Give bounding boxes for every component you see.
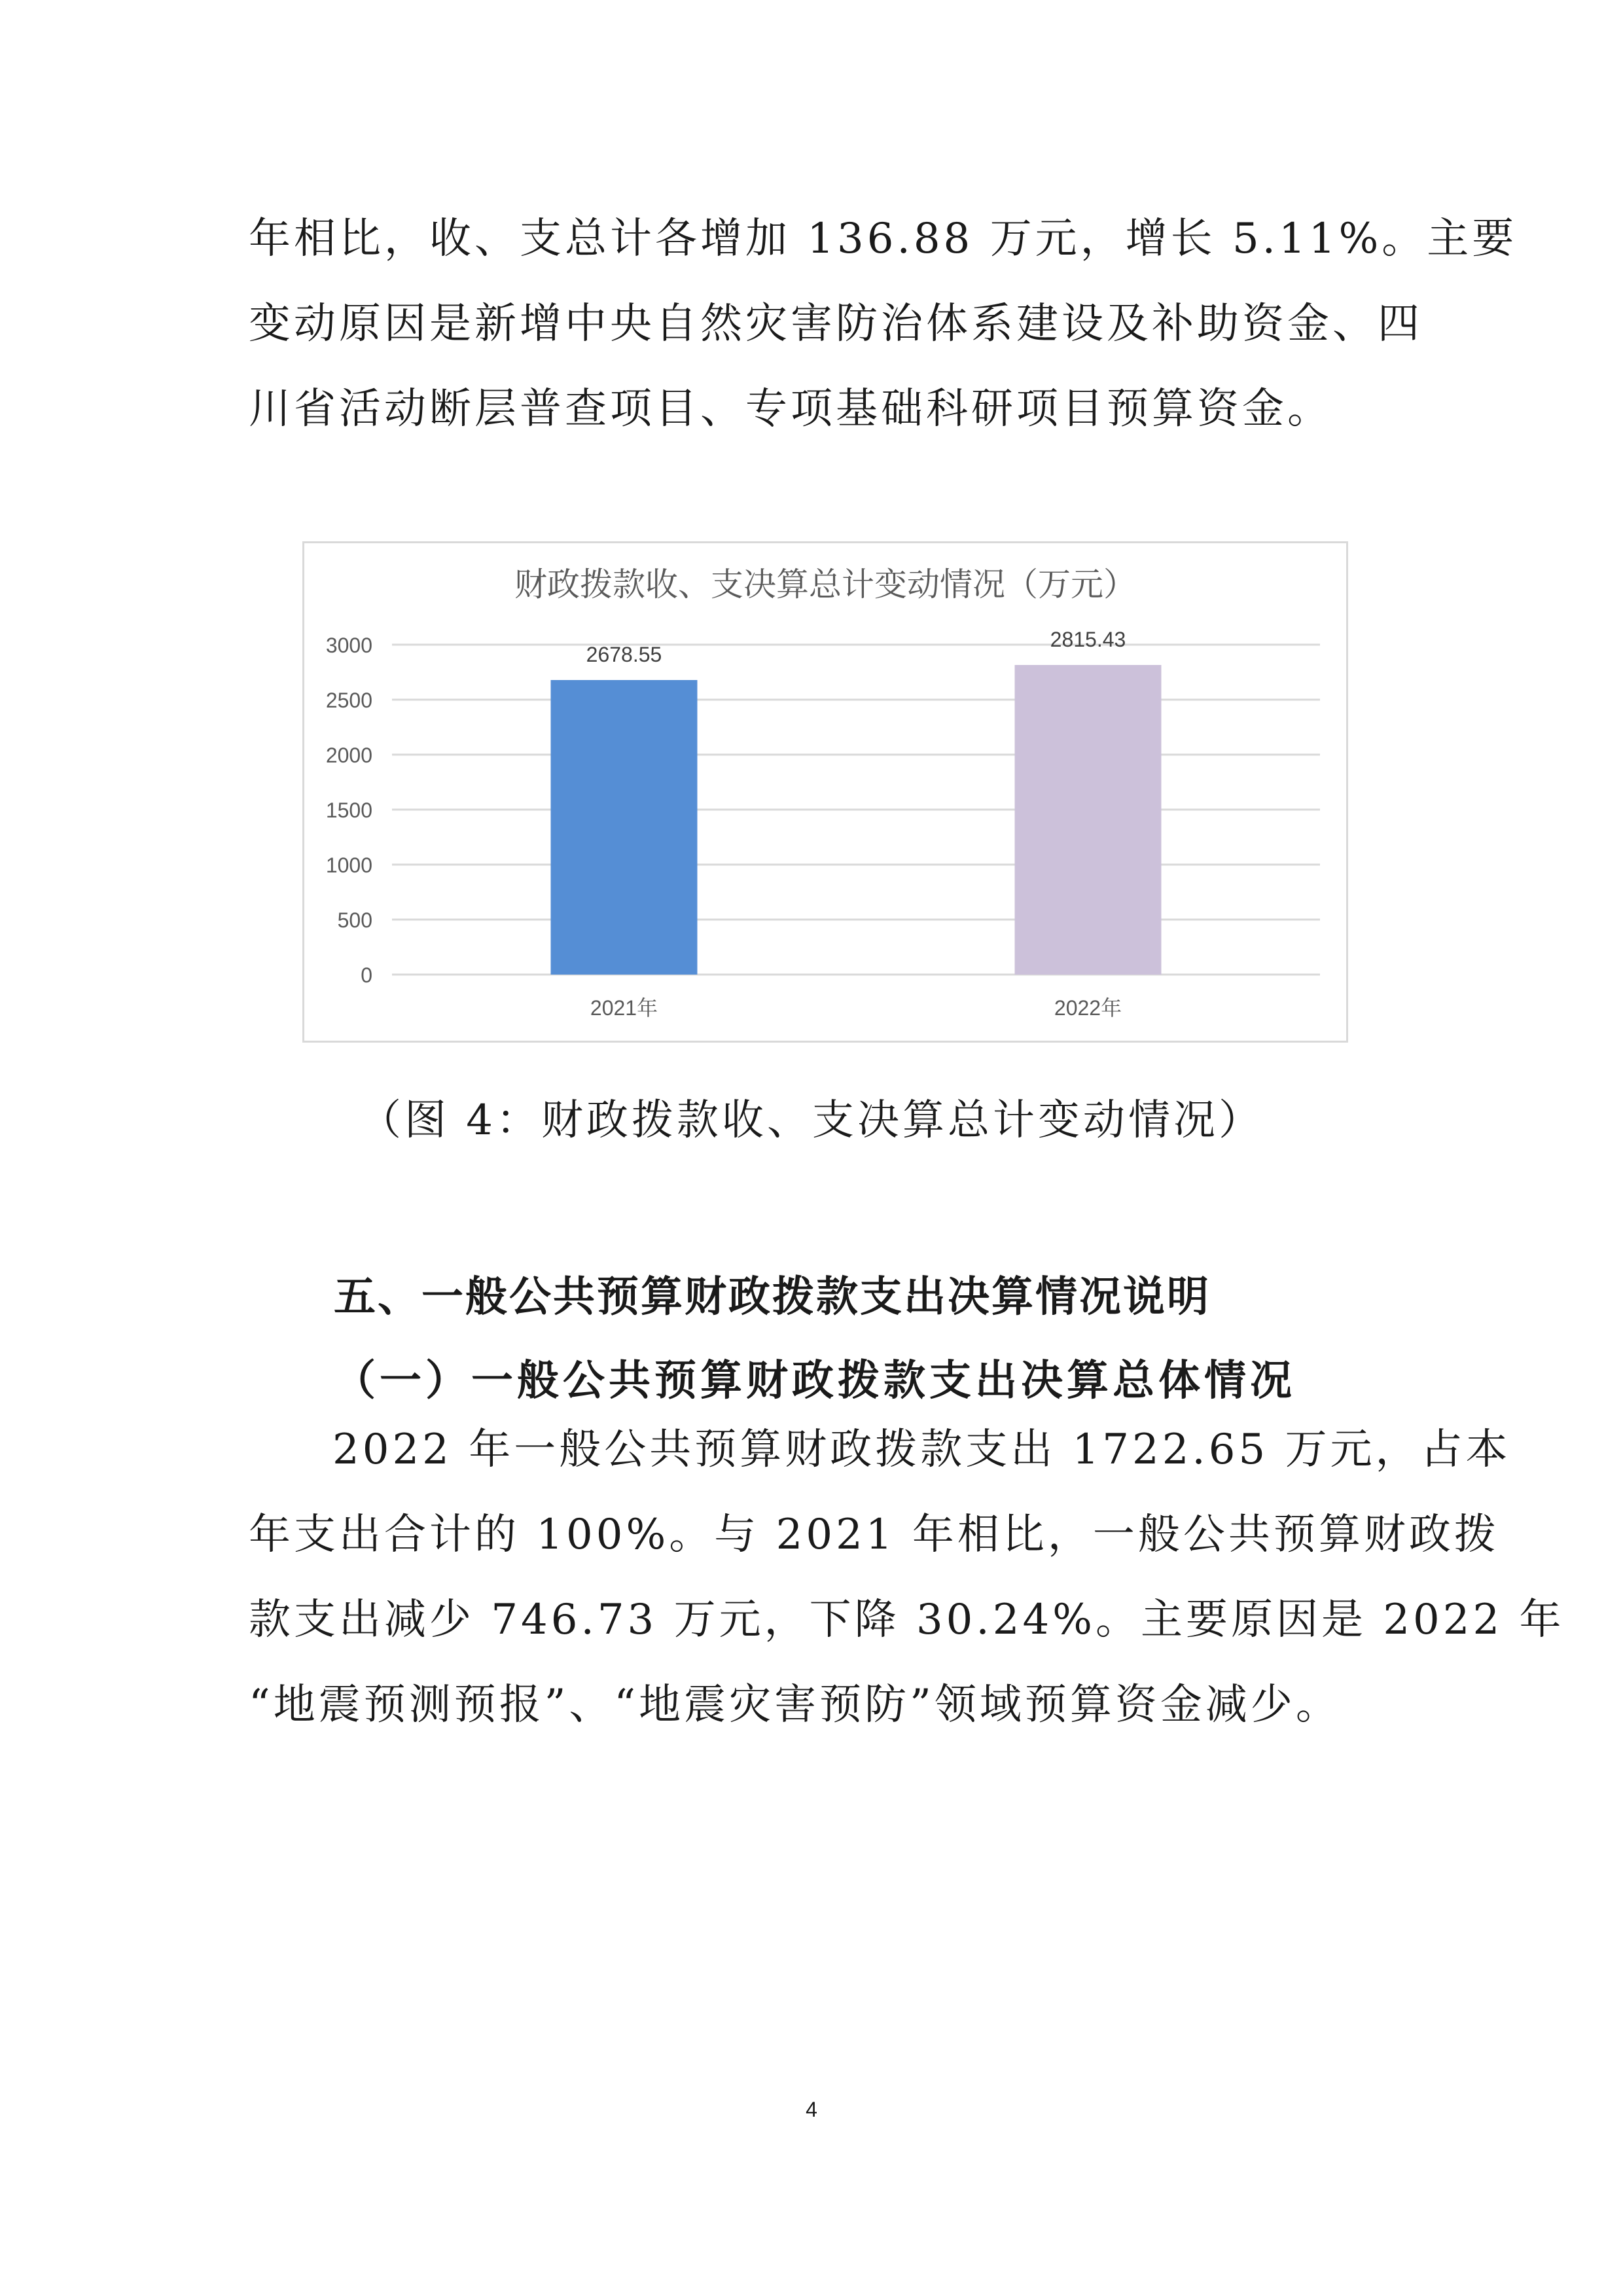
paragraph-line: 款支出减少 746.73 万元，下降 30.24%。主要原因是 2022 年 [249, 1596, 1565, 1644]
paragraph-line: 川省活动断层普查项目、专项基础科研项目预算资金。 [249, 385, 1332, 433]
y-tick-label: 2500 [325, 689, 372, 712]
bar [1015, 665, 1162, 975]
data-label: 2678.55 [586, 643, 662, 667]
data-label: 2815.43 [1050, 628, 1126, 652]
subsection-heading: （一）一般公共预算财政拨款支出决算总体情况 [334, 1357, 1296, 1405]
figure-caption: （图 4：财政拨款收、支决算总计变动情况） [359, 1096, 1264, 1145]
intro-paragraph [249, 196, 1518, 452]
x-tick-label: 2021年 [590, 996, 658, 1020]
y-tick-label: 1000 [325, 853, 372, 877]
y-tick-label: 0 [361, 963, 372, 987]
paragraph-line: 变动原因是新增中央自然灾害防治体系建设及补助资金、四 [249, 300, 1423, 348]
budget-bar-chart [304, 543, 1346, 1041]
x-tick-label: 2022年 [1054, 996, 1122, 1020]
paragraph-line: “地震预测预报”、“地震灾害预防”领域预算资金减少。 [249, 1681, 1341, 1729]
y-tick-label: 1500 [325, 798, 372, 822]
paragraph-line: 2022 年一般公共预算财政拨款支出 1722.65 万元，占本 [332, 1426, 1511, 1474]
bar [551, 680, 698, 975]
paragraph-line: 年支出合计的 100%。与 2021 年相比，一般公共预算财政拨 [249, 1511, 1499, 1559]
chart-container [302, 541, 1348, 1043]
paragraph-line: 年相比，收、支总计各增加 136.88 万元，增长 5.11%。主要 [249, 215, 1518, 263]
expenditure-paragraph [249, 1407, 1565, 1748]
chart-title: 财政拨款收、支决算总计变动情况（万元） [514, 565, 1136, 603]
y-tick-label: 2000 [325, 744, 372, 767]
y-tick-label: 3000 [325, 634, 372, 657]
page-number: 4 [806, 2098, 817, 2121]
y-tick-label: 500 [337, 908, 372, 932]
section-heading: 五、一般公共预算财政拨款支出决算情况说明 [334, 1273, 1211, 1321]
